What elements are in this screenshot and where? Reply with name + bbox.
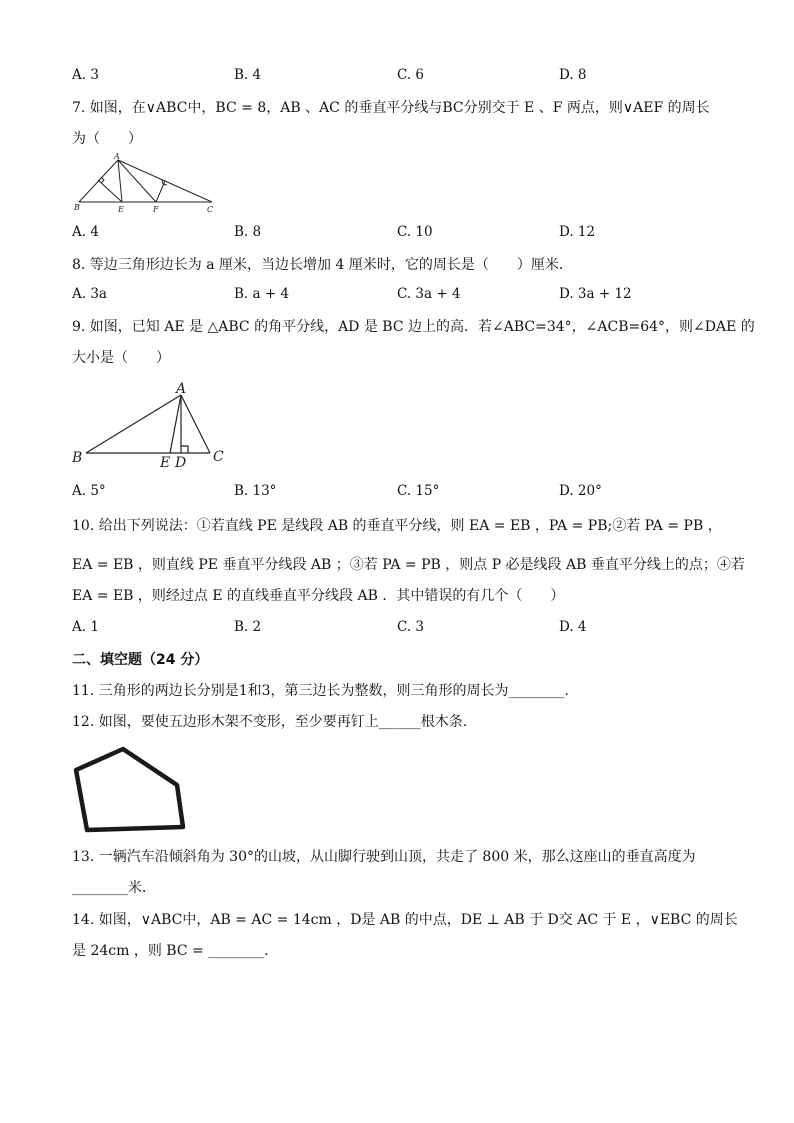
section-title-fill-in: 二、填空题（24 分）	[72, 652, 209, 668]
q9-label-b: B	[72, 450, 83, 466]
q10-option-c[interactable]: C. 3	[397, 619, 425, 635]
q7-label-f: F	[153, 205, 159, 214]
q6-option-a[interactable]: A. 3	[72, 67, 99, 83]
q9-bisector-ae	[170, 395, 181, 453]
q10-option-a[interactable]: A. 1	[72, 619, 99, 635]
q9-stem-line2: 大小是（ ）	[72, 350, 170, 366]
q9-option-b[interactable]: B. 13°	[234, 483, 277, 499]
q10-stem-line1: 10. 给出下列说法：①若直线 PE 是线段 AB 的垂直平分线，则 EA = EB ，PA = PB;②若 PA = PB ，	[72, 518, 722, 534]
q9-label-d: D	[175, 455, 187, 470]
q7-label-e: E	[118, 205, 124, 214]
q9-side-ac	[181, 395, 210, 453]
q7-options	[72, 224, 732, 244]
q12-stem: 12. 如图，要使五边形木架不变形，至少要再钉上______根木条.	[72, 714, 468, 730]
q7-label-c: C	[207, 205, 214, 214]
q9-option-c[interactable]: C. 15°	[397, 483, 440, 499]
q7-label-b: B	[74, 203, 80, 212]
q7-label-a: A	[114, 152, 120, 161]
q9-stem-line1: 9. 如图，已知 AE 是 △ABC 的角平分线，AD 是 BC 边上的高．若∠ABC=34°，∠ACB=64°，则∠DAE 的	[72, 319, 755, 335]
q9-label-a: A	[176, 381, 187, 397]
q9-side-ab	[86, 395, 181, 453]
q10-option-d[interactable]: D. 4	[559, 619, 587, 635]
q9-options	[72, 483, 732, 503]
q7-option-a[interactable]: A. 4	[72, 224, 99, 240]
q7-right-angle-mark-1	[101, 177, 104, 183]
q7-option-d[interactable]: D. 12	[559, 224, 596, 240]
q12-pentagon-frame	[76, 749, 183, 830]
q13-stem-line2: ________米．	[72, 880, 156, 896]
q9-figure	[70, 378, 230, 470]
q14-stem-line2: 是 24cm ，则 BC = ________．	[72, 943, 279, 959]
q7-figure	[72, 152, 222, 214]
q6-option-b[interactable]: B. 4	[234, 67, 262, 83]
q6-option-c[interactable]: C. 6	[397, 67, 425, 83]
q9-option-d[interactable]: D. 20°	[559, 483, 602, 499]
q9-label-e: E	[160, 455, 171, 470]
q7-perp-bisector-ab	[98, 180, 122, 202]
q7-stem-line1: 7. 如图，在∨ABC中，BC = 8，AB 、AC 的垂直平分线与BC分别交于 E 、F 两点，则∨AEF 的周长	[72, 100, 710, 116]
q7-option-b[interactable]: B. 8	[234, 224, 262, 240]
q8-option-c[interactable]: C. 3a + 4	[397, 286, 461, 302]
q7-stem-line2: 为（ ）	[72, 131, 142, 147]
q8-stem: 8. 等边三角形边长为 a 厘米，当边长增加 4 厘米时，它的周长是（ ）厘米．	[72, 257, 573, 273]
q10-options	[72, 619, 732, 639]
q8-options	[72, 286, 732, 306]
q6-option-d[interactable]: D. 8	[559, 67, 587, 83]
q7-segment-af	[118, 160, 156, 202]
q6-options	[72, 67, 732, 87]
q11-stem: 11. 三角形的两边长分别是1和3，第三边长为整数，则三角形的周长为________．	[72, 683, 579, 699]
q10-stem-line3: EA = EB ，则经过点 E 的直线垂直平分线段 AB ．其中错误的有几个（ ）	[72, 588, 565, 604]
q9-label-c: C	[213, 449, 224, 465]
q8-option-a[interactable]: A. 3a	[72, 286, 107, 302]
q9-option-a[interactable]: A. 5°	[72, 483, 106, 499]
q13-stem-line1: 13. 一辆汽车沿倾斜角为 30°的山坡，从山脚行驶到山顶，共走了 800 米，那么这座山的垂直高度为	[72, 849, 696, 865]
q8-option-b[interactable]: B. a + 4	[234, 286, 290, 302]
q10-stem-line2: EA = EB ，则直线 PE 垂直平分线段 AB ；③若 PA = PB ，则点 P 必是线段 AB 垂直平分线上的点；④若	[72, 557, 745, 573]
q8-option-d[interactable]: D. 3a + 12	[559, 286, 632, 302]
q9-right-angle-mark	[181, 446, 188, 453]
q14-stem-line1: 14. 如图，∨ABC中，AB = AC = 14cm ，D是 AB 的中点，DE ⊥ AB 于 D交 AC 于 E ，∨EBC 的周长	[72, 912, 738, 928]
q7-option-c[interactable]: C. 10	[397, 224, 433, 240]
q7-segment-ae	[118, 160, 122, 202]
q12-pentagon-figure	[70, 742, 196, 836]
q10-option-b[interactable]: B. 2	[234, 619, 262, 635]
